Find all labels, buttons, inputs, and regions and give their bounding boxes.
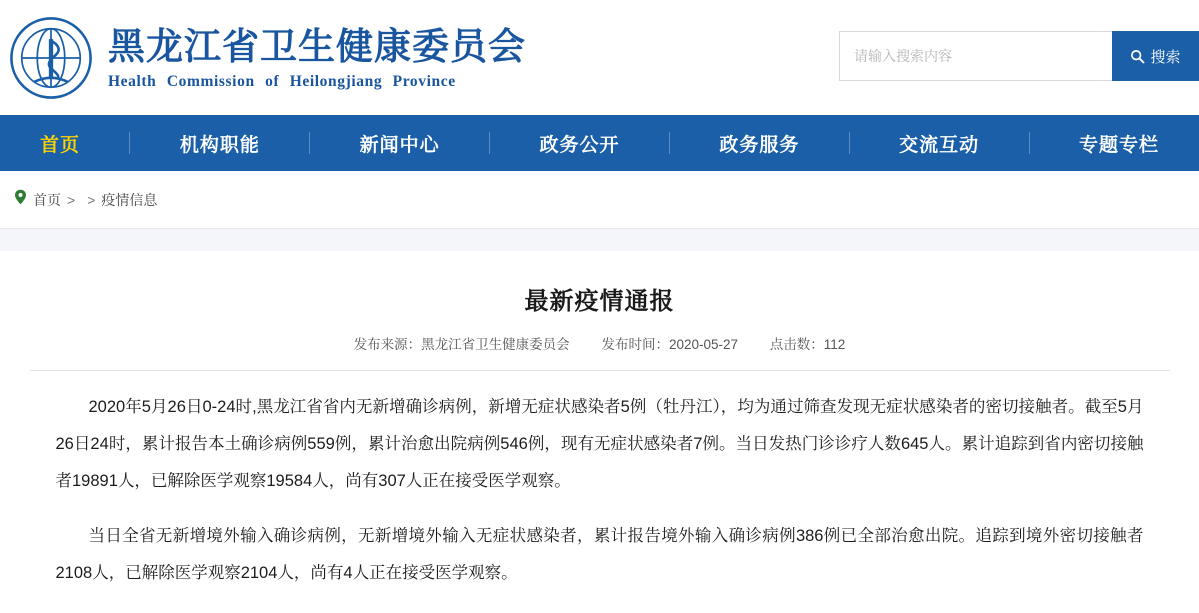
article-body (30, 389, 1170, 592)
search-box (839, 31, 1199, 81)
nav-item-special-topics[interactable]: 专题专栏 (1078, 134, 1159, 156)
breadcrumb-separator-2: > (87, 191, 96, 208)
breadcrumb-home[interactable]: 首页 (33, 191, 61, 208)
page-title: 最新疫情通报 (524, 288, 675, 315)
site-logo-area[interactable] (0, 15, 526, 101)
nav-item-affairs-disclosure[interactable]: 政务公开 (539, 134, 620, 156)
article-meta (30, 333, 1170, 371)
site-title-cn: 黑龙江省卫生健康委员会 (108, 25, 526, 67)
nav-divider (489, 132, 490, 154)
nav-divider (1029, 132, 1030, 154)
article (30, 251, 1170, 592)
nav-item-functions[interactable]: 机构职能 (179, 134, 260, 156)
site-title-en: Health Commission of Heilongjiang Province (108, 72, 456, 90)
article-paragraph: 当日全省无新增境外输入确诊病例，无新增境外输入无症状感染者，累计报告境外输入确诊病例386例已全部治愈出院。追踪到境外密切接触者2108人，已解除医学观察2104人，尚有4人正在接受医学观察。 (55, 527, 1144, 582)
breadcrumb (0, 171, 1199, 229)
search-icon (1130, 49, 1145, 64)
article-paragraph: 2020年5月26日0-24时,黑龙江省省内无新增确诊病例，新增无症状感染者5例（牡丹江），均为通过筛查发现无症状感染者的密切接触者。截至5月26日24时，累计报告本土确诊病例559例，累计治愈出院病例546例，现有无症状感染者7例。当日发热门诊诊疗人数645人。累计追踪到省内密切接触者19891人，已解除医学观察19584人，尚有307人正在接受医学观察。 (55, 398, 1144, 490)
nav-divider (129, 132, 130, 154)
main-nav (0, 115, 1199, 171)
nav-divider (669, 132, 670, 154)
article-date: 发布时间：2020-05-27 (601, 337, 739, 352)
nav-item-news[interactable]: 新闻中心 (359, 134, 440, 156)
search-input[interactable] (839, 31, 1112, 81)
article-views: 点击数：112 (769, 337, 846, 352)
nav-divider (309, 132, 310, 154)
location-pin-icon (14, 189, 27, 210)
article-source: 发布来源：黑龙江省卫生健康委员会 (353, 337, 570, 352)
site-title-block (108, 25, 526, 91)
breadcrumb-separator: > (67, 191, 76, 208)
who-emblem-icon (8, 15, 94, 101)
site-header (0, 0, 1199, 115)
nav-item-interaction[interactable]: 交流互动 (899, 134, 980, 156)
search-button[interactable] (1112, 31, 1199, 81)
breadcrumb-current: 疫情信息 (101, 191, 158, 208)
search-button-label: 搜索 (1150, 48, 1181, 66)
section-band (0, 229, 1199, 251)
nav-divider (849, 132, 850, 154)
nav-item-affairs-service[interactable]: 政务服务 (719, 134, 800, 156)
nav-item-home[interactable]: 首页 (40, 134, 81, 156)
